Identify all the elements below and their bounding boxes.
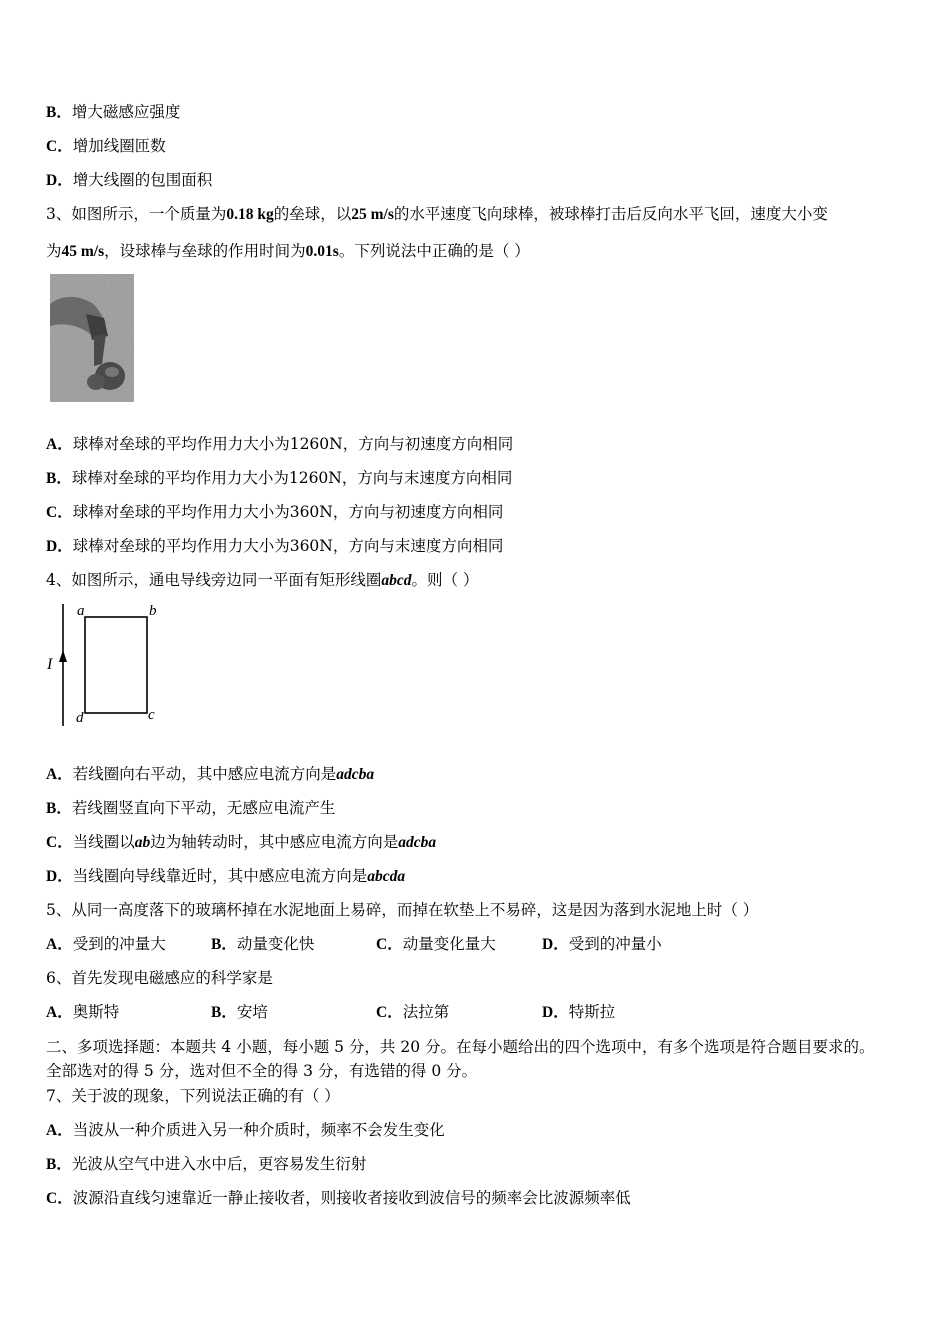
q6-stem: 6、首先发现电磁感应的科学家是 <box>46 969 273 987</box>
q4-option-b <box>46 798 335 819</box>
option-text: 法拉第 <box>402 1003 450 1021</box>
q4-stem <box>46 570 478 591</box>
q3-mass: 0.18 kg <box>226 206 274 223</box>
q4-coil-diagram <box>40 598 170 730</box>
option-label: B． <box>46 800 72 817</box>
option-label: A． <box>46 936 73 953</box>
section2-heading-line2: 全部选对的得 5 分，选对但不全的得 3 分，有选错的得 0 分。 <box>46 1062 478 1080</box>
option-label: C． <box>46 834 73 851</box>
option-text: 增大线圈的包围面积 <box>72 171 213 189</box>
option-label: C． <box>376 1004 403 1021</box>
q5-option-c <box>376 934 496 955</box>
q5-stem: 5、从同一高度落下的玻璃杯掉在水泥地面上易碎，而掉在软垫上不易碎，这是因为落到水泥地上时（ ） <box>46 901 759 919</box>
option-label: B． <box>211 1004 237 1021</box>
q3-baseball-photo <box>50 274 134 402</box>
option-label: D． <box>542 1004 569 1021</box>
q7-option-b <box>46 1154 366 1175</box>
option-text: 动量变化量大 <box>402 935 496 953</box>
option-label: C． <box>46 504 73 521</box>
option-label: A． <box>46 1122 73 1139</box>
q4-option-a <box>46 764 374 785</box>
q4-coil-name: abcd <box>381 572 412 589</box>
option-text: 增加线圈匝数 <box>72 137 166 155</box>
q3-option-c <box>46 502 503 523</box>
q7-option-c <box>46 1188 631 1209</box>
label-current: I <box>47 656 53 673</box>
current-direction: abcda <box>367 868 406 885</box>
option-text: 球棒对垒球的平均作用力大小为1260N，方向与初速度方向相同 <box>72 435 514 453</box>
q3-time: 0.01s <box>305 243 339 260</box>
label-a: a <box>77 603 85 619</box>
option-text: 增大磁感应强度 <box>71 103 181 121</box>
q3-stem-text: 的水平速度飞向球棒，被球棒打击后反向水平飞回，速度大小变 <box>393 205 828 223</box>
option-text: 光波从空气中进入水中后，更容易发生衍射 <box>71 1155 367 1173</box>
q3-stem-line2 <box>46 241 530 262</box>
option-text: 球棒对垒球的平均作用力大小为360N，方向与末速度方向相同 <box>72 537 504 555</box>
q3-stem-text: 3、如图所示，一个质量为 <box>46 205 227 223</box>
current-arrow-icon <box>59 650 67 662</box>
option-text: 波源沿直线匀速靠近一静止接收者，则接收者接收到波信号的频率会比波源频率低 <box>72 1189 631 1207</box>
option-label: A． <box>46 766 73 783</box>
option-text: 特斯拉 <box>568 1003 616 1021</box>
option-text: 若线圈竖直向下平动，无感应电流产生 <box>71 799 336 817</box>
q2-option-d <box>46 170 212 191</box>
option-text: 若线圈向右平动，其中感应电流方向是 <box>72 765 337 783</box>
option-text: 奥斯特 <box>72 1003 120 1021</box>
option-text: 当波从一种介质进入另一种介质时，频率不会发生变化 <box>72 1121 445 1139</box>
q6-option-c <box>376 1002 449 1023</box>
q3-speed-final: 45 m/s <box>61 243 105 260</box>
q7-option-a <box>46 1120 445 1141</box>
option-label: B． <box>46 104 72 121</box>
q5-option-b <box>211 934 314 955</box>
option-label: B． <box>46 1156 72 1173</box>
section2-heading-line1: 二、多项选择题：本题共 4 小题，每小题 5 分，共 20 分。在每小题给出的四个选项中，有多个选项是符合题目要求的。 <box>46 1038 875 1056</box>
q2-option-b <box>46 102 180 123</box>
option-text: 边为轴转动时，其中感应电流方向是 <box>150 833 399 851</box>
q5-option-a <box>46 934 166 955</box>
option-label: B． <box>46 470 72 487</box>
option-label: A． <box>46 1004 73 1021</box>
option-label: D． <box>46 538 73 555</box>
option-text: 球棒对垒球的平均作用力大小为360N，方向与初速度方向相同 <box>72 503 504 521</box>
option-label: D． <box>46 172 73 189</box>
option-text: 安培 <box>236 1003 268 1021</box>
q3-stem-text: 为 <box>46 242 62 260</box>
option-label: A． <box>46 436 73 453</box>
q6-option-a <box>46 1002 119 1023</box>
label-b: b <box>149 603 157 619</box>
label-d: d <box>76 710 84 726</box>
coil-rectangle <box>85 617 147 713</box>
q6-option-b <box>211 1002 268 1023</box>
axis-edge: ab <box>134 834 151 851</box>
q3-stem-text: 。下列说法中正确的是（ ） <box>338 242 530 260</box>
q3-stem-text: 的垒球，以 <box>273 205 352 223</box>
label-c: c <box>148 707 155 723</box>
option-label: D． <box>46 868 73 885</box>
option-label: B． <box>211 936 237 953</box>
q4-option-c <box>46 832 436 853</box>
q4-stem-text: 。则（ ） <box>411 571 479 589</box>
option-label: C． <box>46 138 73 155</box>
q4-stem-text: 4、如图所示，通电导线旁边同一平面有矩形线圈 <box>46 571 382 589</box>
q6-option-d <box>542 1002 615 1023</box>
q5-option-d <box>542 934 662 955</box>
q3-stem-text: ，设球棒与垒球的作用时间为 <box>104 242 306 260</box>
q3-option-b <box>46 468 512 489</box>
option-label: C． <box>376 936 403 953</box>
option-label: D． <box>542 936 569 953</box>
current-direction: adcba <box>336 766 375 783</box>
option-text: 球棒对垒球的平均作用力大小为1260N，方向与末速度方向相同 <box>71 469 513 487</box>
option-text: 当线圈以 <box>72 833 135 851</box>
current-direction: adcba <box>398 834 437 851</box>
q4-option-d <box>46 866 405 887</box>
q3-option-a <box>46 434 513 455</box>
q3-stem-line1 <box>46 204 828 225</box>
q2-option-c <box>46 136 166 157</box>
option-text: 受到的冲量小 <box>568 935 662 953</box>
option-text: 受到的冲量大 <box>72 935 166 953</box>
q3-option-d <box>46 536 503 557</box>
option-text: 当线圈向导线靠近时，其中感应电流方向是 <box>72 867 368 885</box>
option-text: 动量变化快 <box>236 935 315 953</box>
q3-speed-initial: 25 m/s <box>351 206 394 223</box>
option-label: C． <box>46 1190 73 1207</box>
q7-stem: 7、关于波的现象，下列说法正确的有（ ） <box>46 1087 340 1105</box>
